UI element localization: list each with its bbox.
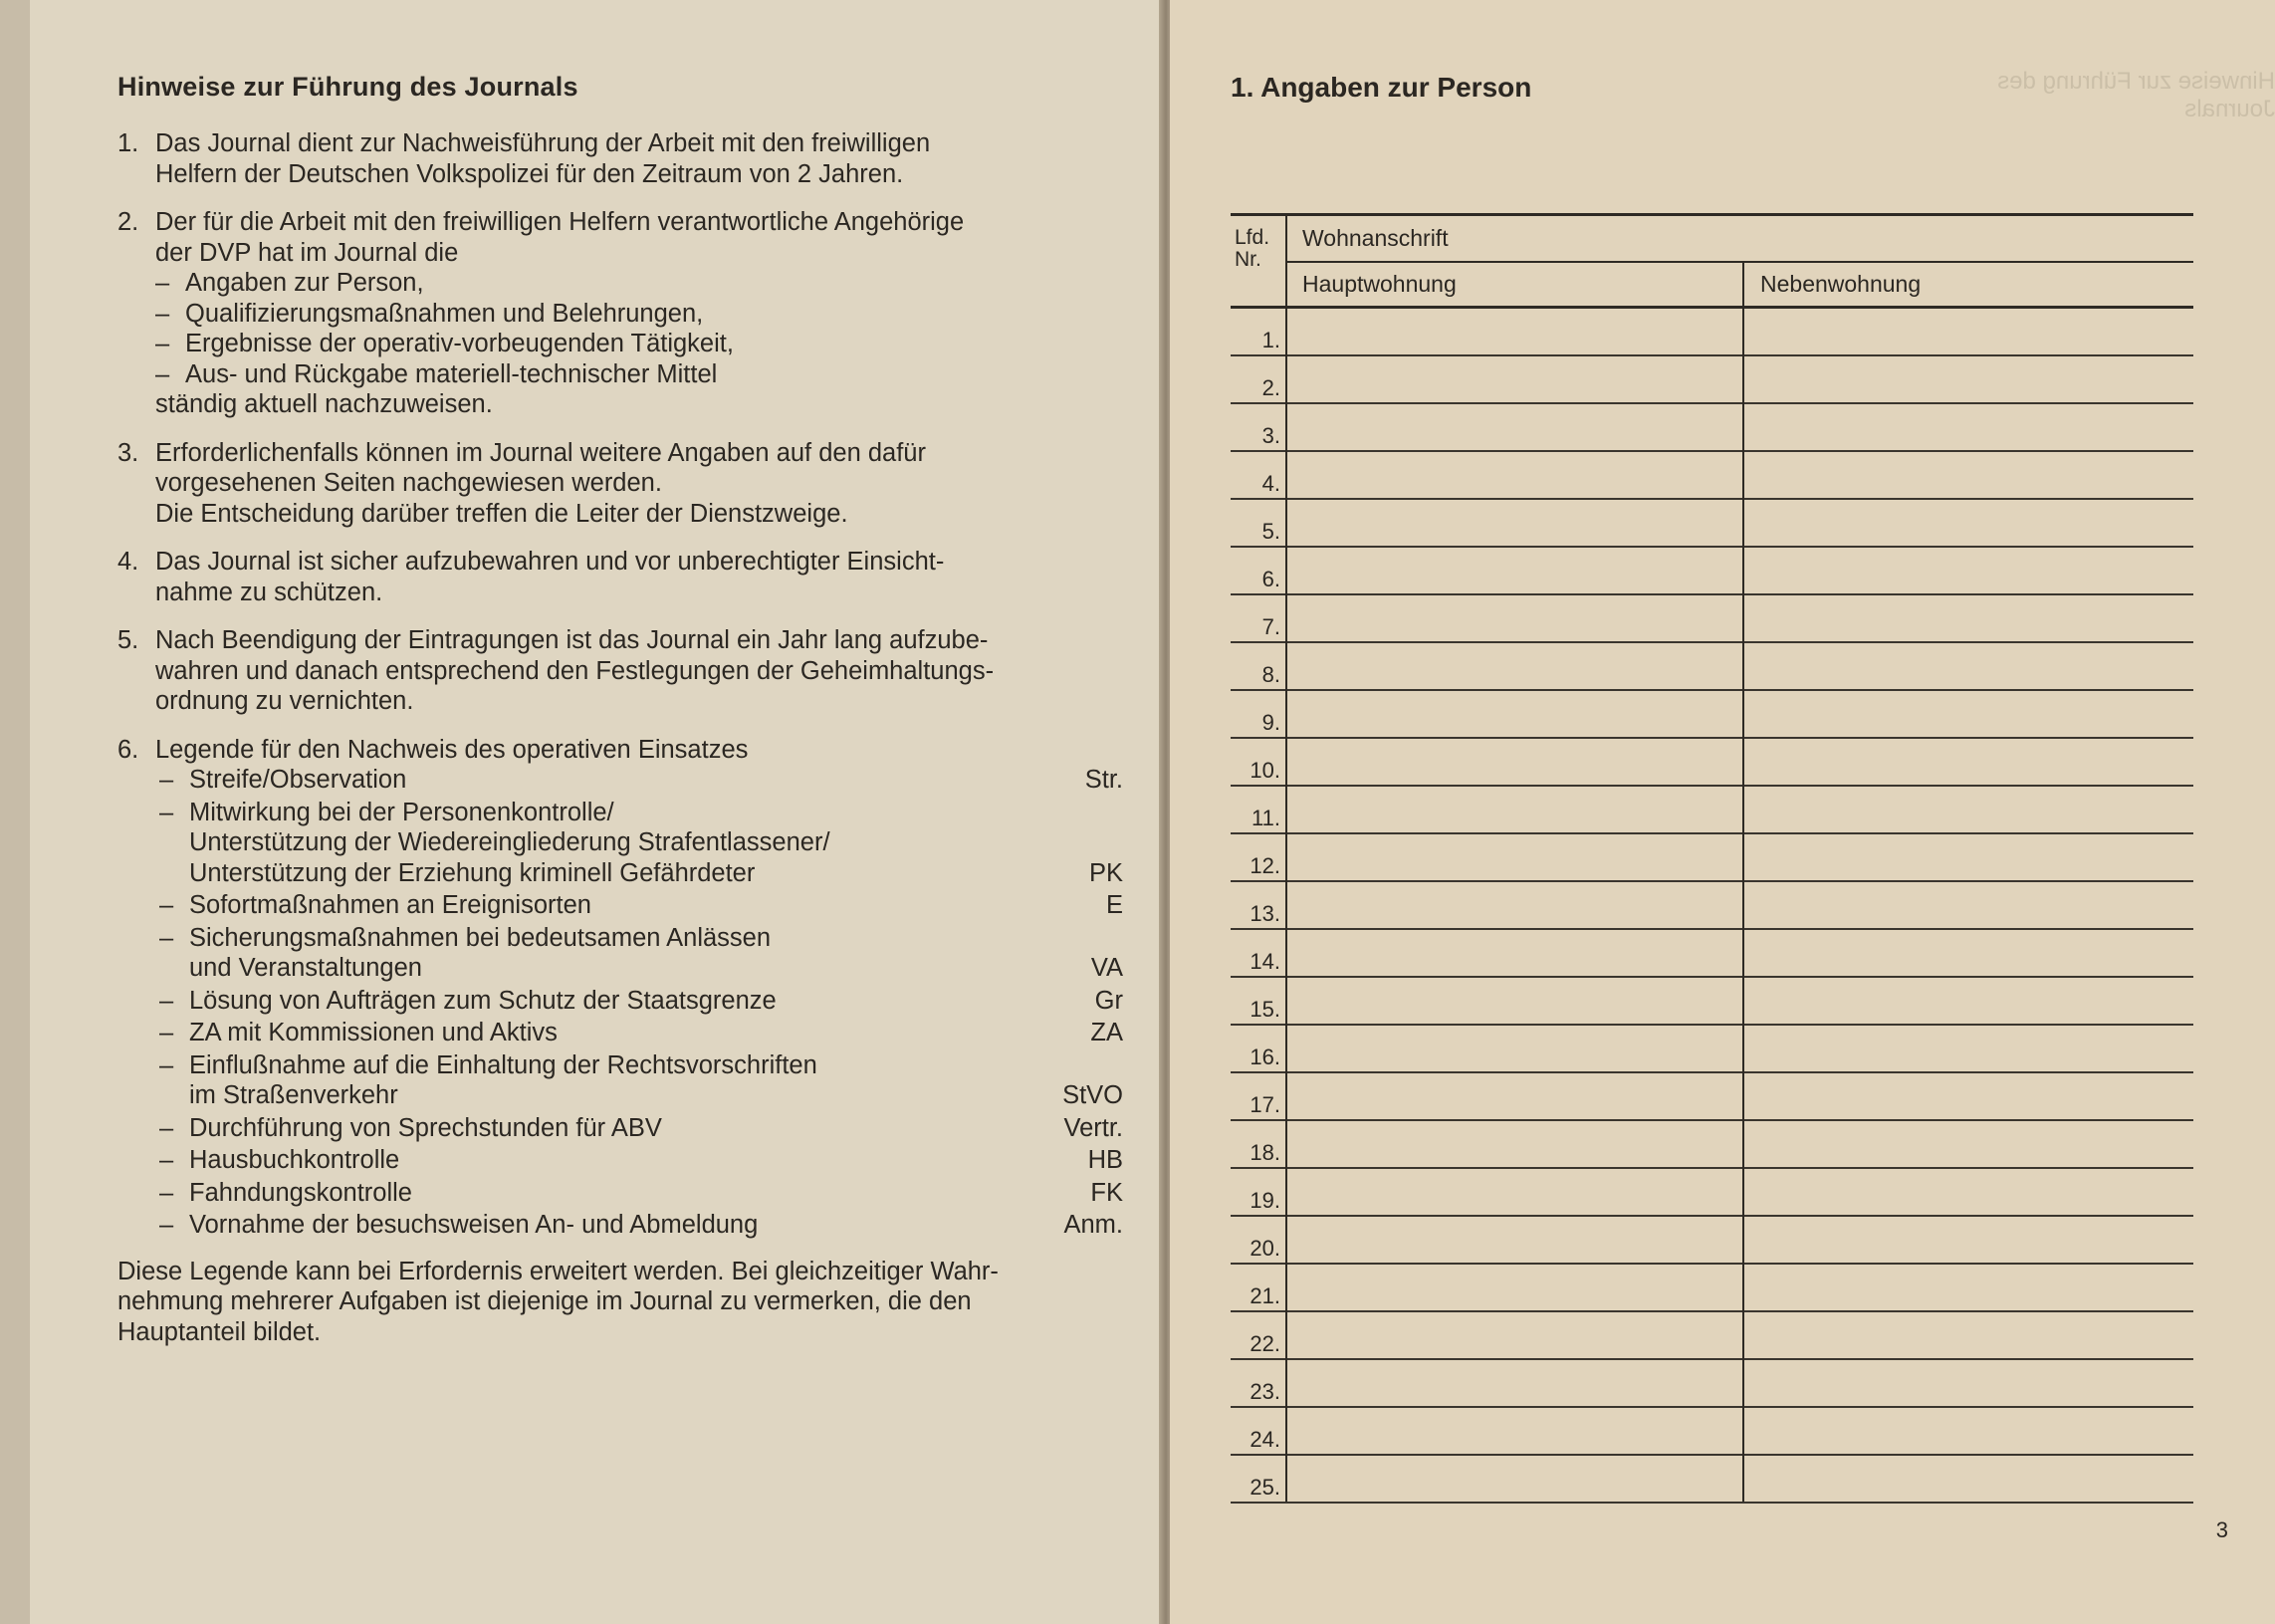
row-number: 24. [1250,1427,1280,1452]
row-number: 8. [1261,662,1280,687]
legend-list [117,765,1123,1241]
legend-entry [155,986,1123,1017]
section-title: 1. Angaben zur Person [1231,72,1532,103]
legend-entry [155,765,1123,796]
row-number: 13. [1250,901,1280,926]
instruction-item [117,207,1123,420]
header-wohnanschrift: Wohnanschrift [1302,225,1449,251]
row-number: 9. [1261,710,1280,735]
item-number: 1. [117,129,139,157]
instructions-title: Hinweise zur Führung des Journals [117,72,578,102]
row-number: 25. [1250,1475,1280,1500]
item-text-line: Das Journal dient zur Nachweisführung der Arbeit mit den freiwilligen [155,129,931,157]
table-row [1231,595,2193,643]
row-number: 14. [1250,949,1280,974]
table-row [1231,930,2193,978]
table-row [1231,1408,2193,1456]
row-number: 3. [1261,423,1280,448]
page-number: 3 [2215,1517,2228,1542]
item-text-line: ordnung zu vernichten. [155,687,414,715]
item-text-line: Helfern der Deutschen Volkspolizei für den Zeitraum von 2 Jahren. [155,159,904,188]
item-number: 6. [117,735,139,764]
legend-text-line: – ZA mit Kommissionen und Aktivs [189,1019,558,1046]
table-row [1231,978,2193,1026]
legend-code: HB [1087,1146,1123,1174]
item-text-line: Nach Beendigung der Eintragungen ist das Journal ein Jahr lang aufzube- [155,626,989,654]
instruction-item [117,625,1123,717]
legend-entry [155,890,1123,921]
instructions-block [117,72,1123,1347]
item-text-line: Die Entscheidung darüber treffen die Leiter der Dienstzweige. [155,499,848,528]
legend-entry [155,1145,1123,1176]
row-number: 2. [1261,375,1280,400]
row-number: 11. [1251,806,1280,830]
table-body [1231,309,2193,1504]
table-row [1231,452,2193,500]
legend-text-line: – Hausbuchkontrolle [189,1146,400,1174]
row-number: 5. [1261,519,1280,544]
item-dash-entry: – Qualifizierungsmaßnahmen und Belehrungen, [155,299,1123,330]
table-row [1231,356,2193,404]
item-number: 5. [117,626,139,654]
legend-code: VA [1090,954,1123,982]
legend-text-line: – Einflußnahme auf die Einhaltung der Rechtsvorschriften [189,1050,817,1079]
table-row [1231,739,2193,787]
table-row [1231,1026,2193,1073]
row-number: 20. [1250,1236,1280,1261]
table-row [1231,1456,2193,1504]
legend-entry [155,1210,1123,1241]
legend-note [117,1257,1123,1348]
row-number: 23. [1250,1379,1280,1404]
row-number: 15. [1250,997,1280,1022]
item-number: 3. [117,438,139,467]
legend-note-line: Hauptanteil bildet. [117,1317,322,1346]
column-divider-number [1285,213,1287,1502]
header-nebenwohnung: Nebenwohnung [1760,271,1922,297]
legend-entry [155,1178,1123,1209]
legend-text-line: – Fahndungskontrolle [189,1178,412,1207]
legend-note-line: Diese Legende kann bei Erfordernis erweitert werden. Bei gleichzeitiger Wahr- [117,1257,999,1285]
legend-text-line: und Veranstaltungen [189,954,422,982]
row-number: 12. [1250,853,1280,878]
right-page [1170,0,2275,1624]
row-number: 21. [1250,1283,1280,1308]
legend-code: Anm. [1063,1211,1123,1239]
legend-text-line: Unterstützung der Wiedereingliederung Strafentlassener/ [189,828,830,856]
legend-text-line: – Streife/Observation [189,766,407,794]
item-number: 2. [117,208,139,236]
legend-entry [155,1050,1123,1111]
item-text-line: der DVP hat im Journal die [155,238,459,267]
row-number: 4. [1261,471,1280,496]
table-row [1231,404,2193,452]
instruction-item [117,128,1123,189]
table-row [1231,1121,2193,1169]
item-dash-entry: – Ergebnisse der operativ-vorbeugenden Tätigkeit, [155,329,1123,359]
table-row [1231,882,2193,930]
legend-entry [155,1113,1123,1144]
table-row [1231,1312,2193,1360]
row-number: 18. [1250,1140,1280,1165]
item-text-line: Das Journal ist sicher aufzubewahren und vor unberechtigter Einsicht- [155,548,945,576]
legend-text-line: – Vornahme der besuchsweisen An- und Abmeldung [189,1211,759,1239]
table-row [1231,1073,2193,1121]
row-number: 6. [1261,567,1280,591]
row-number: 7. [1261,614,1280,639]
legend-note-line: nehmung mehrerer Aufgaben ist diejenige im Journal zu vermerken, die den [117,1287,972,1315]
item-number: 4. [117,548,139,576]
table-row [1231,643,2193,691]
item-text-line: nahme zu schützen. [155,578,383,606]
header-hauptwohnung: Hauptwohnung [1302,271,1457,297]
item-closing-line: ständig aktuell nachzuweisen. [155,390,493,418]
legend-code: E [1105,891,1123,919]
instruction-item [117,438,1123,530]
instruction-item [117,735,1123,766]
legend-code: PK [1088,858,1123,887]
legend-entry [155,798,1123,889]
legend-entry [155,923,1123,984]
header-divider [1285,261,2193,263]
row-number: 1. [1261,328,1280,352]
left-page [30,0,1162,1624]
table-row [1231,834,2193,882]
show-through-text: Hinweise zur Führung des Journals [1997,68,2275,122]
item-text-line: wahren und danach entsprechend den Festlegungen der Geheimhaltungs- [155,656,995,685]
legend-code: StVO [1062,1081,1123,1109]
row-number: 17. [1250,1092,1280,1117]
table-row [1231,1360,2193,1408]
legend-text-line: – Durchführung von Sprechstunden für ABV [189,1113,662,1142]
table-row [1231,548,2193,595]
legend-text-line: – Mitwirkung bei der Personenkontrolle/ [189,798,614,826]
legend-code: Gr [1094,986,1123,1015]
row-number: 16. [1250,1044,1280,1069]
table-row [1231,500,2193,548]
row-number: 10. [1250,758,1280,783]
legend-text-line: Unterstützung der Erziehung kriminell Gefährdeter [189,858,756,887]
book-left-edge [0,0,30,1624]
legend-code: FK [1090,1178,1123,1207]
column-divider-address [1742,261,1744,1502]
legend-entry [155,1018,1123,1048]
table-row [1231,1169,2193,1217]
header-lfd-nr: Lfd. Nr. [1235,226,1270,271]
instructions-list [117,128,1123,765]
table-row [1231,1265,2193,1312]
legend-code: Vertr. [1063,1113,1123,1142]
legend-text-line: – Lösung von Aufträgen zum Schutz der Staatsgrenze [189,986,777,1015]
row-number: 22. [1250,1331,1280,1356]
item-text-line: Legende für den Nachweis des operativen Einsatzes [155,735,749,764]
item-text-line: Erforderlichenfalls können im Journal weitere Angaben auf den dafür [155,438,926,467]
table-row [1231,309,2193,356]
legend-text-line: – Sofortmaßnahmen an Ereignisorten [189,891,591,919]
row-number: 19. [1250,1188,1280,1213]
item-text-line: Der für die Arbeit mit den freiwilligen Helfern verantwortliche Angehörige [155,208,965,236]
table-row [1231,787,2193,834]
legend-code: ZA [1090,1019,1123,1046]
legend-text-line: im Straßenverkehr [189,1081,398,1109]
item-text-line: vorgesehenen Seiten nachgewiesen werden. [155,469,662,497]
table-top-rule [1231,213,2193,216]
table-row [1231,691,2193,739]
instruction-item [117,547,1123,607]
legend-code: Str. [1084,766,1123,794]
item-dash-entry: – Angaben zur Person, [155,268,1123,299]
item-dash-entry: – Aus- und Rückgabe materiell-technischer Mittel [155,359,1123,390]
table-row [1231,1217,2193,1265]
legend-text-line: – Sicherungsmaßnahmen bei bedeutsamen Anlässen [189,923,772,952]
